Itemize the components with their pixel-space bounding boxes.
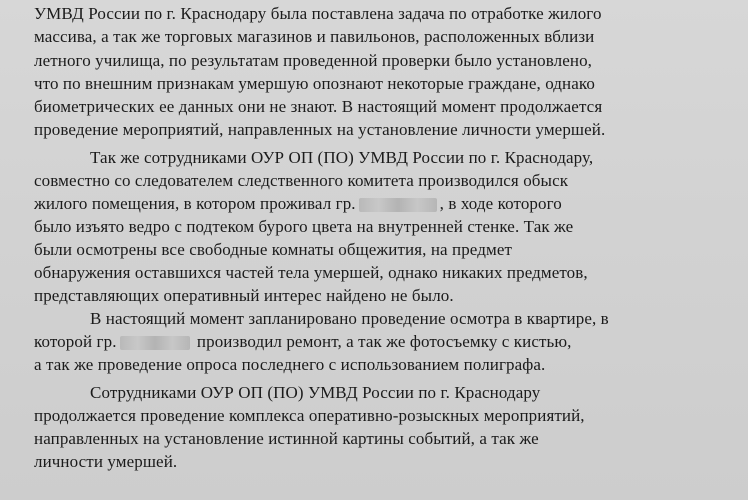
text-line: а так же проведение опроса последнего с использованием полиграфа.: [34, 355, 546, 374]
text-segment: жилого помещения, в котором проживал гр.: [34, 194, 356, 213]
text-line: личности умершей.: [34, 452, 178, 471]
paragraph-first-line: Так же сотрудниками ОУР ОП (ПО) УМВД России по г. Краснодару,: [90, 148, 594, 167]
text-line: биометрических ее данных они не знают. В настоящий момент продолжается: [34, 97, 603, 116]
redacted-name: [359, 198, 437, 212]
text-line: совместно со следователем следственного комитета производился обыск: [34, 171, 569, 190]
text-line: проведение мероприятий, направленных на установление личности умершей.: [34, 120, 606, 139]
paragraph-first-line: В настоящий момент запланировано проведение осмотра в квартире, в: [90, 309, 609, 328]
text-line: летного училища, по результатам проведенной проверки было установлено,: [34, 51, 593, 70]
text-segment: которой гр.: [34, 332, 117, 351]
text-line: продолжается проведение комплекса оперативно-розыскных мероприятий,: [34, 406, 585, 425]
text-line: было изъято ведро с подтеком бурого цвета на внутренней стенке. Так же: [34, 217, 574, 236]
text-line: были осмотрены все свободные комнаты общежития, на предмет: [34, 240, 513, 259]
text-line: направленных на установление истинной картины событий, а так же: [34, 429, 539, 448]
text-line: УМВД России по г. Краснодару была поставлена задача по отработке жилого: [34, 4, 602, 23]
text-segment: , в ходе которого: [439, 194, 562, 213]
paragraph-first-line: Сотрудниками ОУР ОП (ПО) УМВД России по г. Краснодару: [90, 383, 541, 402]
text-line: что по внешним признакам умершую опознают некоторые граждане, однако: [34, 74, 595, 93]
text-line-with-redaction: [34, 332, 748, 352]
text-line: представляющих оперативный интерес найдено не было.: [34, 286, 454, 305]
text-line: обнаружения оставшихся частей тела умершей, однако никаких предметов,: [34, 263, 588, 282]
text-line: массива, а так же торговых магазинов и павильонов, расположенных вблизи: [34, 27, 595, 46]
redacted-name: [120, 336, 190, 350]
text-line-with-redaction: [34, 194, 748, 214]
text-segment: производил ремонт, а так же фотосъемку с кистью,: [192, 332, 572, 351]
